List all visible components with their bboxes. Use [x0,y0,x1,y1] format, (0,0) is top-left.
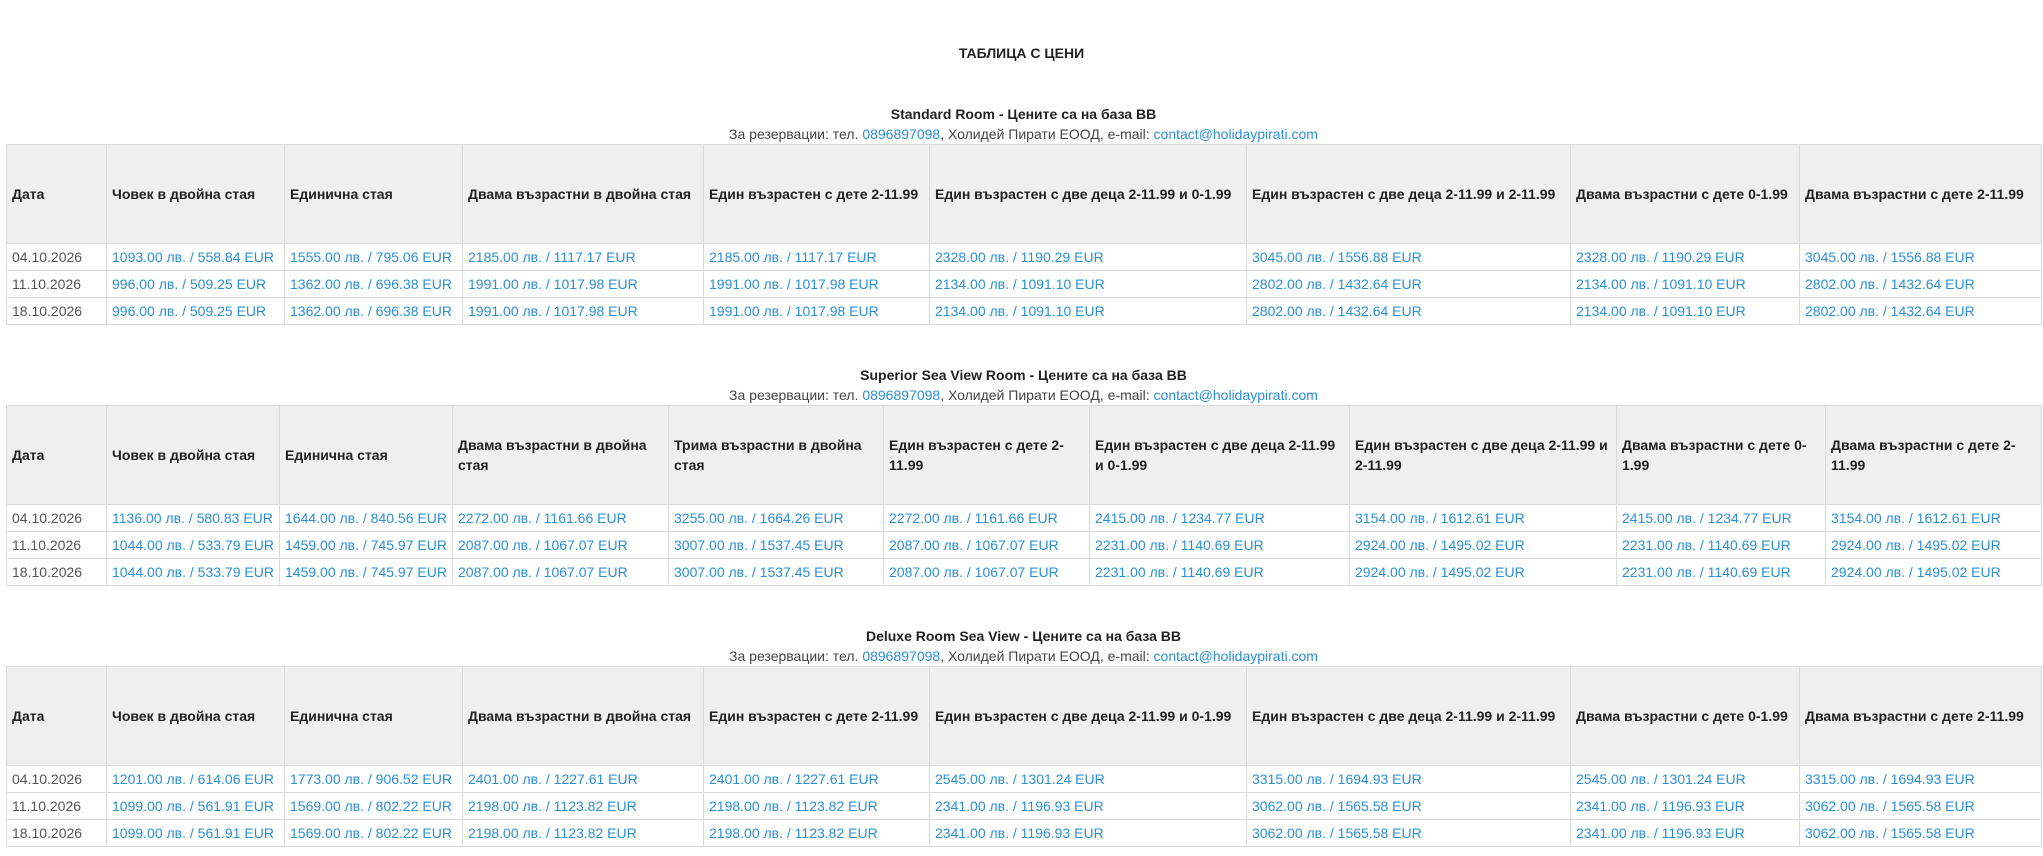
price-link[interactable]: 1099.00 лв. / 561.91 EUR [107,820,285,847]
phone-link[interactable]: 0896897098 [862,126,941,142]
date-cell: 18.10.2026 [7,559,107,586]
contact-middle: , Холидей Пирати ЕООД, e-mail: [940,126,1150,142]
column-header: Единична стая [285,667,463,766]
table-row [7,244,2042,271]
price-link[interactable]: 1093.00 лв. / 558.84 EUR [107,244,285,271]
column-header: Двама възрастни с дете 0-1.99 [1617,406,1826,505]
column-header: Дата [7,667,107,766]
table-row [7,298,2042,325]
price-link[interactable]: 2802.00 лв. / 1432.64 EUR [1247,298,1571,325]
header-row [7,406,2042,505]
price-table [6,405,2042,586]
price-link[interactable]: 2185.00 лв. / 1117.17 EUR [463,244,704,271]
price-link[interactable]: 2924.00 лв. / 1495.02 EUR [1350,559,1617,586]
price-link[interactable]: 1459.00 лв. / 745.97 EUR [280,532,453,559]
date-cell: 11.10.2026 [7,271,107,298]
price-link[interactable]: 2328.00 лв. / 1190.29 EUR [1571,244,1800,271]
contact-line [6,385,2041,405]
price-link[interactable]: 2087.00 лв. / 1067.07 EUR [884,532,1090,559]
column-header: Един възрастен с дете 2-11.99 [704,667,930,766]
column-header: Двама възрастни с дете 0-1.99 [1571,667,1800,766]
price-link[interactable]: 2231.00 лв. / 1140.69 EUR [1617,559,1826,586]
contact-line [6,124,2041,144]
contact-middle: , Холидей Пирати ЕООД, e-mail: [940,648,1150,664]
contact-prefix: За резервации: тел. [729,126,859,142]
price-link[interactable]: 1991.00 лв. / 1017.98 EUR [704,271,930,298]
column-header: Един възрастен с две деца 2-11.99 и 0-1.99 [930,667,1247,766]
table-row [7,505,2042,532]
header-row [7,667,2042,766]
phone-link[interactable]: 0896897098 [862,648,941,664]
date-cell: 18.10.2026 [7,298,107,325]
column-header: Един възрастен с две деца 2-11.99 и 0-1.99 [930,145,1247,244]
table-row [7,532,2042,559]
price-link[interactable]: 1991.00 лв. / 1017.98 EUR [463,271,704,298]
price-link[interactable]: 2185.00 лв. / 1117.17 EUR [704,244,930,271]
date-cell: 11.10.2026 [7,532,107,559]
price-link[interactable]: 1201.00 лв. / 614.06 EUR [107,766,285,793]
price-link[interactable]: 1044.00 лв. / 533.79 EUR [107,559,280,586]
price-link[interactable]: 2134.00 лв. / 1091.10 EUR [930,271,1247,298]
column-header: Човек в двойна стая [107,406,280,505]
price-link[interactable]: 1773.00 лв. / 906.52 EUR [285,766,463,793]
price-link[interactable]: 3154.00 лв. / 1612.61 EUR [1350,505,1617,532]
email-link[interactable]: contact@holidaypirati.com [1153,387,1318,403]
column-header: Двама възрастни в двойна стая [463,145,704,244]
price-link[interactable]: 2198.00 лв. / 1123.82 EUR [463,793,704,820]
price-link[interactable]: 2415.00 лв. / 1234.77 EUR [1090,505,1350,532]
section-standard-room [6,104,2041,325]
price-link[interactable]: 2134.00 лв. / 1091.10 EUR [930,298,1247,325]
date-cell: 04.10.2026 [7,766,107,793]
column-header: Двама възрастни с дете 2-11.99 [1826,406,2042,505]
price-link[interactable]: 2341.00 лв. / 1196.93 EUR [1571,820,1800,847]
price-link[interactable]: 2401.00 лв. / 1227.61 EUR [463,766,704,793]
phone-link[interactable]: 0896897098 [862,387,941,403]
section-title: Superior Sea View Room - Цените са на база BB [860,367,1187,383]
price-link[interactable]: 1044.00 лв. / 533.79 EUR [107,532,280,559]
price-link[interactable]: 1569.00 лв. / 802.22 EUR [285,820,463,847]
column-header: Дата [7,406,107,505]
price-link[interactable]: 2328.00 лв. / 1190.29 EUR [930,244,1247,271]
price-link[interactable]: 2134.00 лв. / 1091.10 EUR [1571,298,1800,325]
price-link[interactable]: 3315.00 лв. / 1694.93 EUR [1247,766,1571,793]
price-link[interactable]: 1569.00 лв. / 802.22 EUR [285,793,463,820]
table-row [7,766,2042,793]
price-link[interactable]: 2231.00 лв. / 1140.69 EUR [1617,532,1826,559]
price-link[interactable]: 1362.00 лв. / 696.38 EUR [285,271,463,298]
contact-line [6,646,2041,666]
price-link[interactable]: 1459.00 лв. / 745.97 EUR [280,559,453,586]
column-header: Човек в двойна стая [107,145,285,244]
price-link[interactable]: 2198.00 лв. / 1123.82 EUR [704,820,930,847]
contact-prefix: За резервации: тел. [729,387,859,403]
contact-prefix: За резервации: тел. [729,648,859,664]
date-cell: 18.10.2026 [7,820,107,847]
email-link[interactable]: contact@holidaypirati.com [1153,126,1318,142]
column-header: Двама възрастни в двойна стая [453,406,669,505]
column-header: Дата [7,145,107,244]
header-row [7,145,2042,244]
price-link[interactable]: 1362.00 лв. / 696.38 EUR [285,298,463,325]
price-link[interactable]: 3062.00 лв. / 1565.58 EUR [1800,820,2042,847]
price-link[interactable]: 1555.00 лв. / 795.06 EUR [285,244,463,271]
price-link[interactable]: 1644.00 лв. / 840.56 EUR [280,505,453,532]
date-cell: 04.10.2026 [7,244,107,271]
email-link[interactable]: contact@holidaypirati.com [1153,648,1318,664]
table-row [7,271,2042,298]
price-link[interactable]: 2231.00 лв. / 1140.69 EUR [1090,532,1350,559]
price-link[interactable]: 996.00 лв. / 509.25 EUR [107,271,285,298]
price-link[interactable]: 2341.00 лв. / 1196.93 EUR [930,820,1247,847]
price-link[interactable]: 2231.00 лв. / 1140.69 EUR [1090,559,1350,586]
price-link[interactable]: 3062.00 лв. / 1565.58 EUR [1247,820,1571,847]
column-header: Един възрастен с дете 2-11.99 [704,145,930,244]
price-link[interactable]: 2802.00 лв. / 1432.64 EUR [1247,271,1571,298]
price-link[interactable]: 3062.00 лв. / 1565.58 EUR [1800,793,2042,820]
price-link[interactable]: 2198.00 лв. / 1123.82 EUR [704,793,930,820]
price-link[interactable]: 3255.00 лв. / 1664.26 EUR [669,505,884,532]
table-row [7,559,2042,586]
price-link[interactable]: 2924.00 лв. / 1495.02 EUR [1826,559,2042,586]
column-header: Единична стая [280,406,453,505]
date-cell: 04.10.2026 [7,505,107,532]
price-link[interactable]: 3315.00 лв. / 1694.93 EUR [1800,766,2042,793]
price-link[interactable]: 2198.00 лв. / 1123.82 EUR [463,820,704,847]
column-header: Един възрастен с две деца 2-11.99 и 2-11.99 [1350,406,1617,505]
column-header: Единична стая [285,145,463,244]
section-deluxe-room-sea-view [6,626,2041,847]
price-link[interactable]: 2545.00 лв. / 1301.24 EUR [1571,766,1800,793]
price-link[interactable]: 1136.00 лв. / 580.83 EUR [107,505,280,532]
price-link[interactable]: 2545.00 лв. / 1301.24 EUR [930,766,1247,793]
price-link[interactable]: 3045.00 лв. / 1556.88 EUR [1247,244,1571,271]
price-link[interactable]: 1991.00 лв. / 1017.98 EUR [704,298,930,325]
page-title: ТАБЛИЦА С ЦЕНИ [958,45,1085,61]
price-link[interactable]: 3062.00 лв. / 1565.58 EUR [1247,793,1571,820]
column-header: Трима възрастни в двойна стая [669,406,884,505]
price-link[interactable]: 996.00 лв. / 509.25 EUR [107,298,285,325]
section-title: Deluxe Room Sea View - Цените са на база BB [865,628,1182,644]
price-table [6,666,2042,847]
price-link[interactable]: 3007.00 лв. / 1537.45 EUR [669,559,884,586]
column-header: Двама възрастни с дете 2-11.99 [1800,145,2042,244]
column-header: Двама възрастни с дете 2-11.99 [1800,667,2042,766]
column-header: Един възрастен с две деца 2-11.99 и 2-11.99 [1247,667,1571,766]
price-link[interactable]: 1099.00 лв. / 561.91 EUR [107,793,285,820]
price-link[interactable]: 2802.00 лв. / 1432.64 EUR [1800,271,2042,298]
price-link[interactable]: 1991.00 лв. / 1017.98 EUR [463,298,704,325]
price-link[interactable]: 2272.00 лв. / 1161.66 EUR [884,505,1090,532]
price-link[interactable]: 2087.00 лв. / 1067.07 EUR [453,532,669,559]
column-header: Един възрастен с дете 2-11.99 [884,406,1090,505]
column-header: Човек в двойна стая [107,667,285,766]
date-cell: 11.10.2026 [7,793,107,820]
price-link[interactable]: 2924.00 лв. / 1495.02 EUR [1350,532,1617,559]
table-row [7,793,2042,820]
section-superior-sea-view-room [6,365,2041,586]
price-link[interactable]: 2087.00 лв. / 1067.07 EUR [884,559,1090,586]
column-header: Един възрастен с две деца 2-11.99 и 2-11.99 [1247,145,1571,244]
section-title: Standard Room - Цените са на база BB [890,106,1157,122]
price-link[interactable]: 2341.00 лв. / 1196.93 EUR [1571,793,1800,820]
price-link[interactable]: 3007.00 лв. / 1537.45 EUR [669,532,884,559]
price-link[interactable]: 2272.00 лв. / 1161.66 EUR [453,505,669,532]
table-row [7,820,2042,847]
price-link[interactable]: 2415.00 лв. / 1234.77 EUR [1617,505,1826,532]
price-link[interactable]: 2134.00 лв. / 1091.10 EUR [1571,271,1800,298]
column-header: Един възрастен с две деца 2-11.99 и 0-1.99 [1090,406,1350,505]
price-link[interactable]: 3045.00 лв. / 1556.88 EUR [1800,244,2042,271]
contact-middle: , Холидей Пирати ЕООД, e-mail: [940,387,1150,403]
price-link[interactable]: 2401.00 лв. / 1227.61 EUR [704,766,930,793]
price-link[interactable]: 2087.00 лв. / 1067.07 EUR [453,559,669,586]
price-link[interactable]: 2924.00 лв. / 1495.02 EUR [1826,532,2042,559]
price-link[interactable]: 2802.00 лв. / 1432.64 EUR [1800,298,2042,325]
price-link[interactable]: 3154.00 лв. / 1612.61 EUR [1826,505,2042,532]
price-table [6,144,2042,325]
column-header: Двама възрастни в двойна стая [463,667,704,766]
column-header: Двама възрастни с дете 0-1.99 [1571,145,1800,244]
price-link[interactable]: 2341.00 лв. / 1196.93 EUR [930,793,1247,820]
